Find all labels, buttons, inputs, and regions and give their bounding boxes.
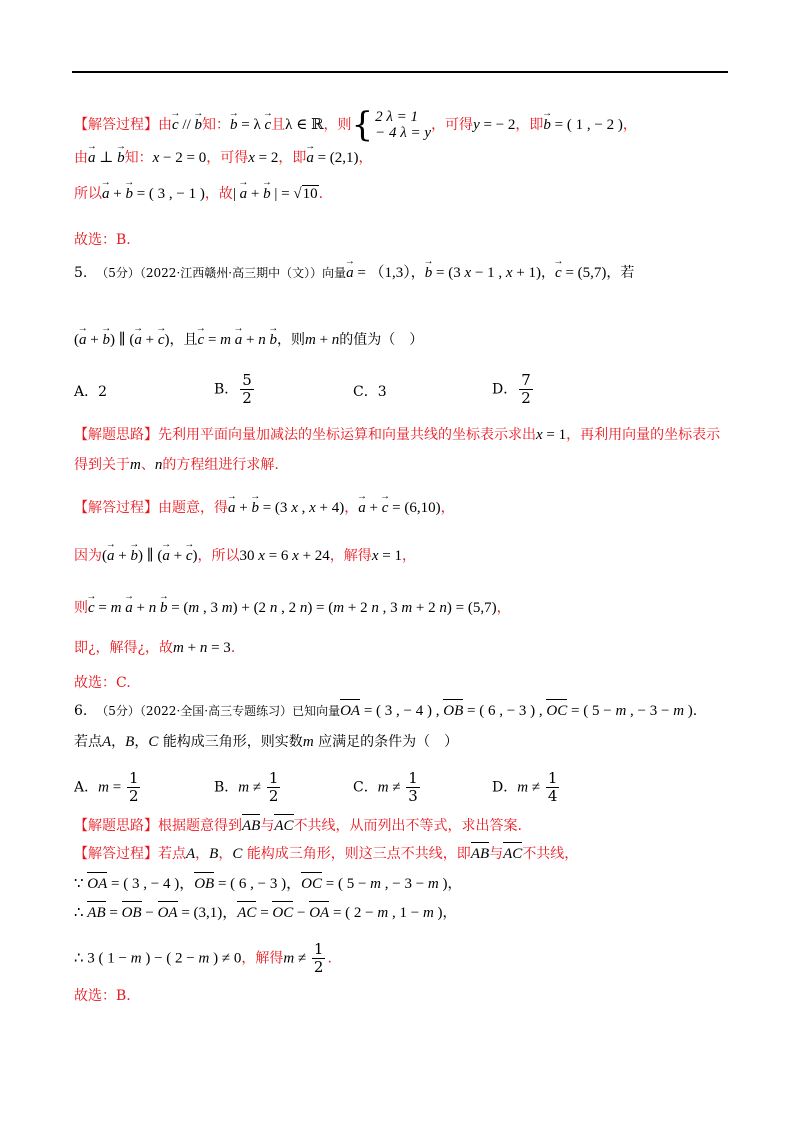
q5-option-a[interactable]: A．2 — [74, 384, 108, 400]
prev-solution-line-2: 由a → ⊥ b →知：x − 2 = 0，可得x = 2，即a → = (2,1)， — [74, 148, 373, 168]
q6-stem-line-2: 若点A，B，C 能构成三角形，则实数m 应满足的条件为（ ） — [74, 734, 459, 750]
q6-option-a[interactable]: A．m = $\frac{1}{2}$ — [74, 769, 139, 805]
q5-option-b[interactable]: B． $\frac{5}{2}$ — [214, 371, 252, 407]
q6-solution-line-3: ∴ AB = OB − OA = (3,1)，AC = OC − OA = ( 2 − m , 1 − m )， — [74, 905, 457, 921]
prev-solution-line-1: 【解答过程】由c → // b →知：b → = λ c →且λ ∈ ℝ，则 { 2 λ = 1 − 4 λ = y ，可得y = − 2，即b → = ( 1 , − 2 )， — [74, 108, 637, 142]
q5-option-d[interactable]: D． $\frac{7}{2}$ — [492, 371, 531, 407]
q6-option-c[interactable]: C．m ≠ $\frac{1}{3}$ — [353, 769, 418, 805]
q6-thought-line: 【解题思路】根据题意得到AB与AC不共线，从而列出不等式，求出答案. — [74, 818, 522, 834]
q6-solution-line-2: ∵ OA = ( 3 , − 4 )，OB = ( 6 , − 3 )，OC = ( 5 − m , − 3 − m )， — [74, 876, 462, 892]
q5-solution-line-3: 则c → = m a → + n b → = (m , 3 m) + (2 n , 2 n) = (m + 2 n , 3 m + 2 n) = (5,7)， — [74, 598, 511, 618]
header-rule — [72, 71, 728, 73]
q5-option-c[interactable]: C．3 — [353, 384, 387, 400]
q6-option-b[interactable]: B．m ≠ $\frac{1}{2}$ — [214, 769, 279, 805]
q6-solution-line-1: 【解答过程】若点A，B，C 能构成三角形，则这三点不共线，即AB与AC不共线， — [74, 846, 579, 862]
q5-solution-line-4: 即¿，解得¿，故m + n = 3. — [74, 640, 236, 656]
q5-thought-line-2: 得到关于m、n的方程组进行求解. — [74, 457, 279, 473]
q6-solution-line-4: ∴ 3 ( 1 − m ) − ( 2 − m ) ≠ 0，解得m ≠ $\frac{1}{2}$ . — [74, 940, 332, 976]
q6-stem-line-1: 6. （5分）（2022·全国·高三专题练习）已知向量OA = ( 3 , − 4 ) , OB = ( 6 , − 3 ) , OC = ( 5 − m , − 3 − m ). — [74, 703, 698, 719]
q5-solution-line-1: 【解答过程】由题意，得a → + b → = (3 x , x + 4)，a → + c → = (6,10)， — [74, 498, 455, 518]
q5-thought-line-1: 【解题思路】先利用平面向量加减法的坐标运算和向量共线的坐标表示求出x = 1，再利用向量的坐标表示 — [74, 427, 721, 443]
q5-stem-line-2: (a → + b →) ∥ (a → + c →)，且c → = m a → + n b →，则m + n的值为（ ） — [74, 330, 423, 350]
q5-final-answer: 故选：C. — [74, 675, 131, 691]
q5-stem-line-1: 5. （5分）（2022·江西赣州·高三期中（文））向量a → = （1,3），b → = (3 x − 1 , x + 1)，c → = (5,7)，若 — [74, 263, 634, 283]
q5-solution-line-2: 因为(a → + b →) ∥ (a → + c →)，所以30 x = 6 x + 24，解得x = 1， — [74, 546, 416, 566]
prev-solution-line-3: 所以a → + b → = ( 3 , − 1 )，故| a → + b → | = √10. — [74, 184, 323, 204]
q6-final-answer: 故选：B. — [74, 988, 131, 1004]
equation-system: { 2 λ = 1 − 4 λ = y — [351, 105, 432, 145]
prev-final-answer: 故选：B. — [74, 232, 131, 248]
q6-option-d[interactable]: D．m ≠ $\frac{1}{4}$ — [492, 769, 558, 805]
